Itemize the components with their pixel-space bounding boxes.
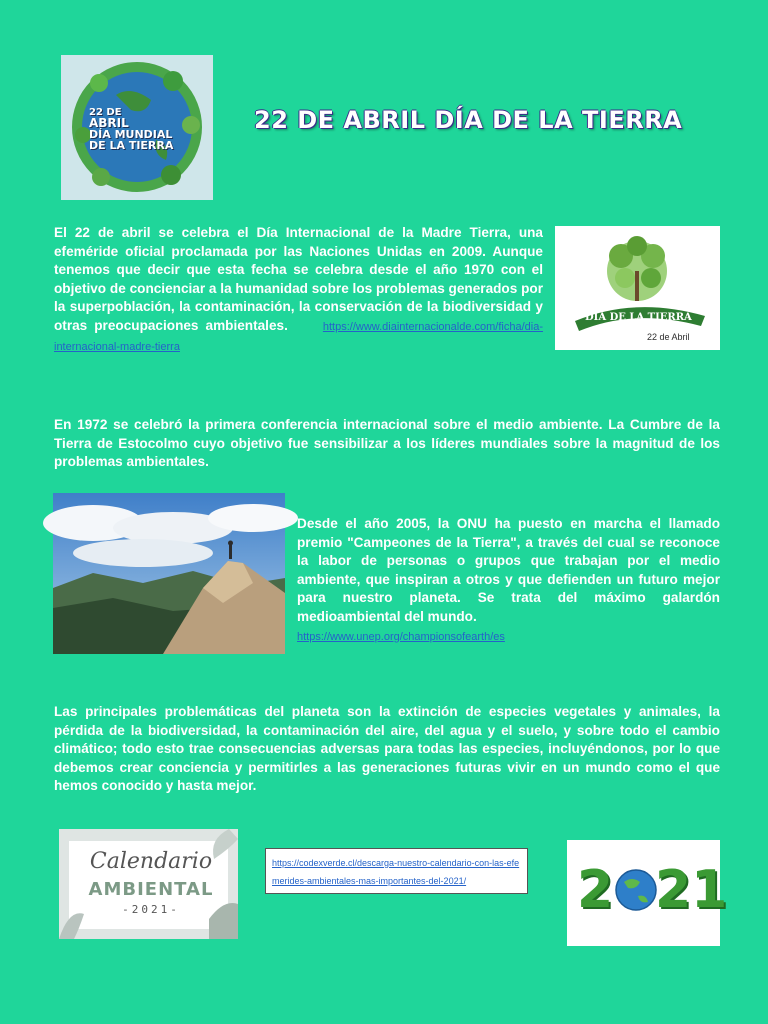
calendario-ambiental-logo [59, 829, 238, 939]
page-title: 22 DE ABRIL DÍA DE LA TIERRA [254, 106, 683, 134]
logo-top-line2: ABRIL [89, 116, 129, 130]
logo-top-line3: DÍA MUNDIAL [89, 128, 173, 141]
paragraph-problems: Las principales problemáticas del planeta son la extinción de especies vegetales y animales, la pérdida de la biodiversidad, la contaminación del aire, del agua y el suelo, y sobre todo el cambio climático; todo esto trae consecuencias adversas para todas las especies, incluyéndonos, por lo que debemos crear conciencia y permitirles a las generaciones futuras vivir en un mundo como el que hemos conocido y hasta mejor. [54, 704, 720, 794]
paragraph-earth-day-text: El 22 de abril se celebra el Día Internacional de la Madre Tierra, una efeméride oficial proclamada por las Naciones Unidas en 2009. Aunque tenemos que decir que esta fecha se celebra desde el año 1970 con el objetivo de concienciar a la humanidad sobre los problemas generados por la superpoblación, la contaminación, la conservación de la biodiversidad y otras preocupaciones ambientales. [54, 225, 543, 333]
year-logo-left: 2 [577, 860, 614, 920]
codexverde-link-box [265, 848, 528, 894]
logo-top-line1: 22 DE [89, 107, 122, 118]
year-logo-right: 21 [655, 860, 728, 920]
calendar-script-text: Calendario [89, 849, 213, 874]
calendar-ambiental-text: AMBIENTAL [88, 879, 214, 900]
earth-day-logo-image [61, 55, 213, 200]
year-2021-logo [567, 840, 728, 946]
dia-de-la-tierra-logo [555, 226, 720, 350]
paragraph-champions [297, 515, 720, 646]
mountain-photo [53, 493, 285, 654]
paragraph-stockholm: En 1972 se celebró la primera conferencia internacional sobre el medio ambiente. La Cumbre de la Tierra de Estocolmo cuyo objetivo fue sensibilizar a los líderes mundiales sobre la magnitud de los problemas ambientales. [54, 417, 720, 470]
logo-right-banner: DÍA DE LA TIERRA [585, 312, 692, 323]
codexverde-link[interactable]: https://codexverde.cl/descarga-nuestro-calendario-con-las-efemerides-ambientales-mas-importantes-del-2021/ [272, 858, 520, 886]
unep-link[interactable]: https://www.unep.org/championsofearth/es [297, 630, 505, 643]
logo-top-line4: DE LA TIERRA [89, 139, 174, 152]
paragraph-champions-text: Desde el año 2005, la ONU ha puesto en marcha el llamado premio "Campeones de la Tierra", a través del cual se reconoce la labor de personas o grupos que trabajan por el medio ambiente, que inspiran a otros y que defienden un futuro mejor para nuestro planeta. Se trata del máximo galardón medioambiental del mundo. [297, 516, 720, 624]
logo-right-date: 22 de Abril [647, 332, 690, 342]
globe-icon [614, 868, 658, 912]
diainternacional-link[interactable]: https://www.diainternacionalde.com/ficha/dia-internacional-madre-tierra [54, 320, 543, 353]
paragraph-earth-day [54, 224, 543, 356]
calendar-year-text: -2021- [122, 903, 180, 916]
